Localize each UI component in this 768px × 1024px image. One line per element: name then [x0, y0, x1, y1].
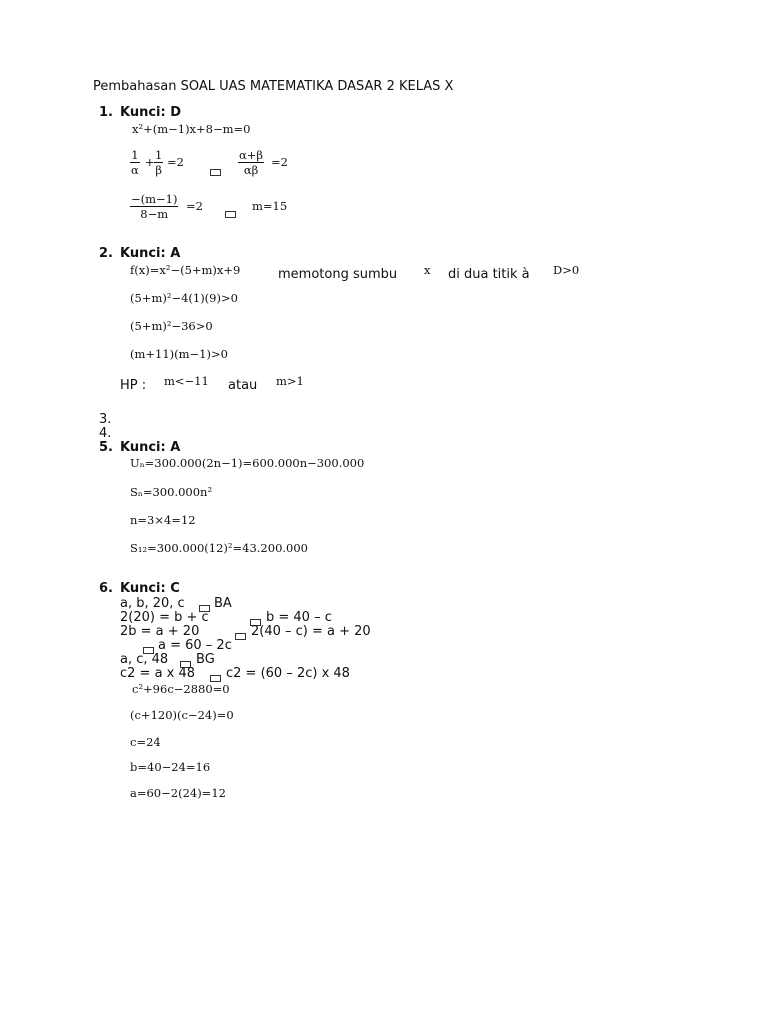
q2-hp-2: m>1 [276, 374, 304, 388]
q6-line-6a: c2 = a x 48 [120, 666, 196, 681]
implies-arrow-icon [210, 675, 221, 682]
q6-line-5a: a, c, 48 [120, 652, 169, 667]
q6-equation-4: b=40−24=16 [130, 760, 211, 774]
q5-answer-key: Kunci: A [120, 440, 181, 455]
q2-var-x: x [424, 263, 431, 277]
q2-answer-key: Kunci: A [120, 246, 181, 261]
implies-arrow-icon [225, 211, 236, 218]
q2-hp-label: HP : [120, 378, 147, 393]
q1-equation-2-rhs: =2 [167, 155, 184, 169]
q1-fraction-c-numerator: α+β [239, 148, 264, 162]
q1-fraction-b-denominator: β [155, 163, 162, 177]
q2-equation-2: (5+m)²−4(1)(9)>0 [130, 291, 238, 305]
q1-number: 1. [99, 105, 113, 120]
q2-number: 2. [99, 246, 113, 261]
q5-equation-2: Sₙ=300.000n² [130, 485, 213, 499]
q6-line-4: a = 60 – 2c [158, 638, 232, 653]
q1-fraction-d-numerator: −(m−1) [131, 192, 178, 206]
q1-fraction-d-denominator: 8−m [140, 207, 169, 221]
q6-line-5b: BG [196, 652, 215, 667]
q6-answer-key: Kunci: C [120, 581, 180, 596]
q2-equation-1: f(x)=x²−(5+m)x+9 [130, 263, 241, 277]
q6-line-3b: 2(40 – c) = a + 20 [251, 624, 371, 639]
q1-plus-sign: + [145, 155, 155, 169]
q5-equation-1: Uₙ=300.000(2n−1)=600.000n−300.000 [130, 456, 365, 470]
q1-equation-3-rhs: =2 [271, 155, 288, 169]
q1-fraction-1-over-alpha [130, 148, 140, 177]
q1-fraction-1-over-beta [154, 148, 163, 177]
q6-line-6b: c2 = (60 – 2c) x 48 [226, 666, 350, 681]
q1-equation-4-rhs: =2 [186, 199, 203, 213]
q1-fraction-b-numerator: 1 [155, 148, 163, 162]
q1-fraction-sum-over-product [238, 148, 264, 177]
q5-equation-4: S₁₂=300.000(12)²=43.200.000 [130, 541, 308, 555]
q2-equation-3: (5+m)²−36>0 [130, 319, 213, 333]
q2-atau: atau [228, 378, 258, 393]
q1-fraction-a-numerator: 1 [131, 148, 139, 162]
q6-line-3a: 2b = a + 20 [120, 624, 200, 639]
q6-line-2a: 2(20) = b + c [120, 610, 209, 625]
q1-result: m=15 [252, 199, 288, 213]
q1-fraction-c-denominator: αβ [243, 163, 259, 177]
implies-arrow-icon [210, 169, 221, 176]
q5-equation-3: n=3×4=12 [130, 513, 196, 527]
q2-text-two-points: di dua titik à [448, 267, 530, 282]
q2-equation-4: (m+11)(m−1)>0 [130, 347, 228, 361]
q1-answer-key: Kunci: D [120, 105, 182, 120]
q2-hp-1: m<−11 [164, 374, 209, 388]
q6-equation-1: c²+96c−2880=0 [132, 682, 230, 696]
q6-equation-3: c=24 [130, 735, 161, 749]
q6-number: 6. [99, 581, 113, 596]
q2-text-cuts-axis: memotong sumbu [278, 267, 398, 282]
implies-arrow-icon [235, 633, 246, 640]
q2-condition: D>0 [553, 263, 580, 277]
document-title: Pembahasan SOAL UAS MATEMATIKA DASAR 2 KELAS X [93, 79, 454, 94]
q6-line-1a: a, b, 20, c [120, 596, 185, 611]
q1-equation-1: x²+(m−1)x+8−m=0 [132, 122, 251, 136]
q6-equation-2: (c+120)(c−24)=0 [130, 708, 234, 722]
q6-line-1b: BA [214, 596, 232, 611]
q6-line-2b: b = 40 – c [266, 610, 332, 625]
q1-fraction-neg-m [130, 192, 178, 221]
q1-fraction-a-denominator: α [131, 163, 139, 177]
q3-number: 3. [99, 412, 112, 427]
q5-number: 5. [99, 440, 113, 455]
q4-number: 4. [99, 426, 112, 441]
q6-equation-5: a=60−2(24)=12 [130, 786, 226, 800]
